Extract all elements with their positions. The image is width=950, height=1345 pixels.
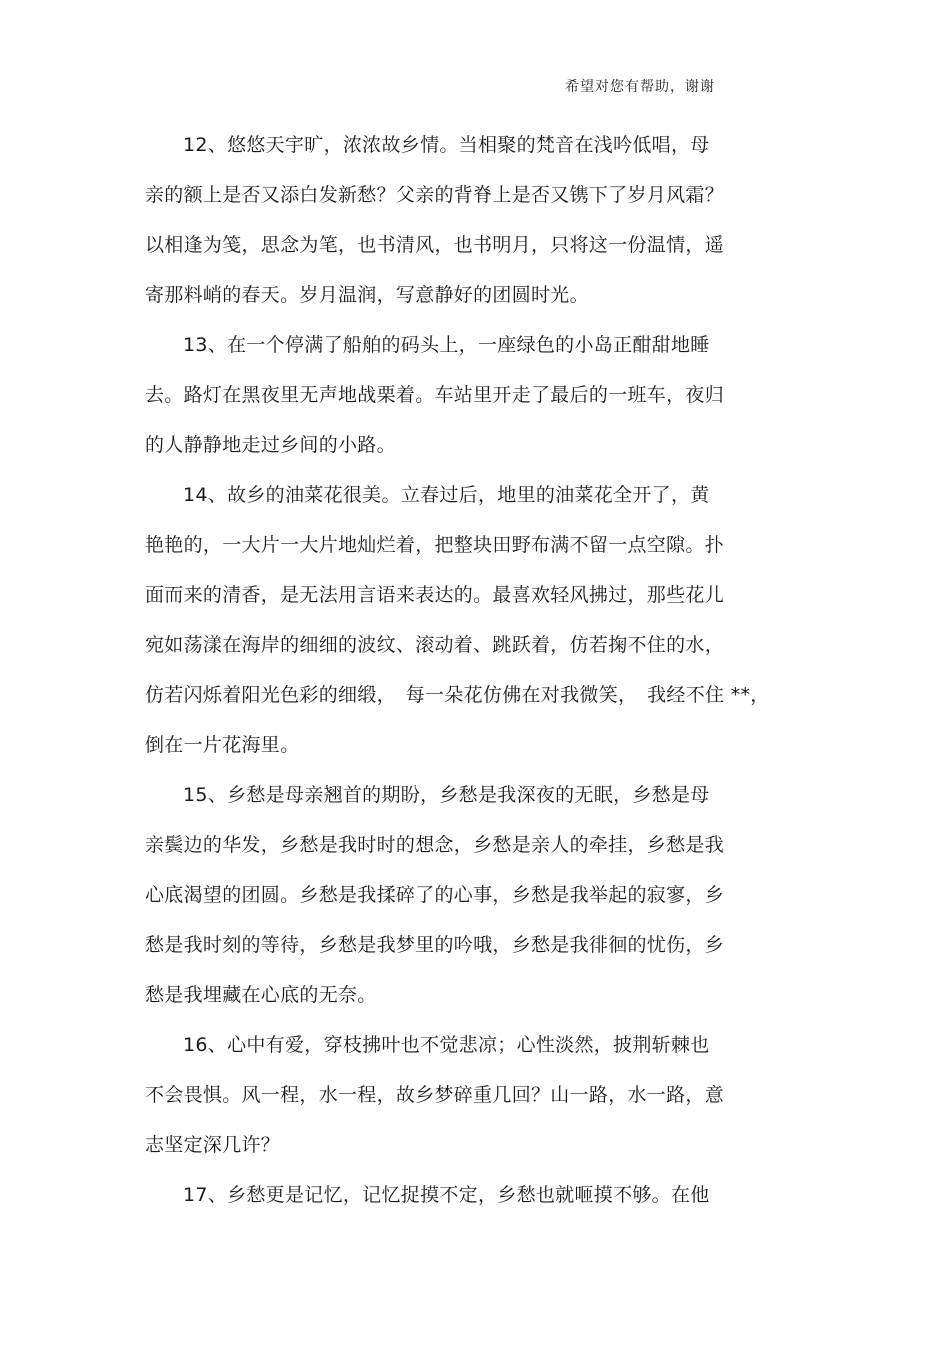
paragraph-15-line-2: 亲鬓边的华发，乡愁是我时时的想念，乡愁是亲人的牵挂，乡愁是我 <box>145 834 725 856</box>
paragraph-12-line-4: 寄那料峭的春天。岁月温润，写意静好的团圆时光。 <box>145 284 589 306</box>
paragraph-12-line-3: 以相逢为笺，思念为笔，也书清风，也书明月，只将这一份温情，遥 <box>145 234 725 256</box>
paragraph-14-line-5: 仿若闪烁着阳光色彩的细缎， 每一朵花仿佛在对我微笑， 我经不住 **， <box>145 684 770 706</box>
paragraph-17-line-1: 17、乡愁更是记忆，记忆捉摸不定，乡愁也就咂摸不够。在他 <box>183 1184 710 1206</box>
paragraph-14-line-4: 宛如荡漾在海岸的细细的波纹、滚动着、跳跃着，仿若掬不住的水， <box>145 634 725 656</box>
paragraph-14-line-2: 艳艳的，一大片一大片地灿烂着，把整块田野布满不留一点空隙。扑 <box>145 534 725 556</box>
paragraph-15-line-3: 心底渴望的团圆。乡愁是我揉碎了的心事，乡愁是我举起的寂寥，乡 <box>145 884 725 906</box>
paragraph-16-line-1: 16、心中有爱，穿枝拂叶也不觉悲凉；心性淡然，披荆斩棘也 <box>183 1034 710 1056</box>
paragraph-14-line-1: 14、故乡的油菜花很美。立春过后，地里的油菜花全开了，黄 <box>183 484 710 506</box>
header-note: 希望对您有帮助，谢谢 <box>565 79 715 95</box>
paragraph-15-line-1: 15、乡愁是母亲翘首的期盼，乡愁是我深夜的无眠，乡愁是母 <box>183 784 710 806</box>
paragraph-16-line-3: 志坚定深几许？ <box>145 1134 281 1156</box>
paragraph-12-line-1: 12、悠悠天宇旷，浓浓故乡情。当相聚的梵音在浅吟低唱，母 <box>183 134 710 156</box>
paragraph-14-line-3: 面而来的清香，是无法用言语来表达的。最喜欢轻风拂过，那些花儿 <box>145 584 725 606</box>
paragraph-13-line-3: 的人静静地走过乡间的小路。 <box>145 434 396 456</box>
paragraph-15-line-4: 愁是我时刻的等待，乡愁是我梦里的吟哦，乡愁是我徘徊的忧伤，乡 <box>145 934 725 956</box>
paragraph-13-line-2: 去。路灯在黑夜里无声地战栗着。车站里开走了最后的一班车，夜归 <box>145 384 725 406</box>
paragraph-13-line-1: 13、在一个停满了船舶的码头上，一座绿色的小岛正酣甜地睡 <box>183 334 710 356</box>
paragraph-12-line-2: 亲的额上是否又添白发新愁？父亲的背脊上是否又镌下了岁月风霜？ <box>145 184 725 206</box>
paragraph-15-line-5: 愁是我埋藏在心底的无奈。 <box>145 984 377 1006</box>
paragraph-14-line-6: 倒在一片花海里。 <box>145 734 300 756</box>
paragraph-16-line-2: 不会畏惧。风一程，水一程，故乡梦碎重几回？山一路，水一路，意 <box>145 1084 725 1106</box>
